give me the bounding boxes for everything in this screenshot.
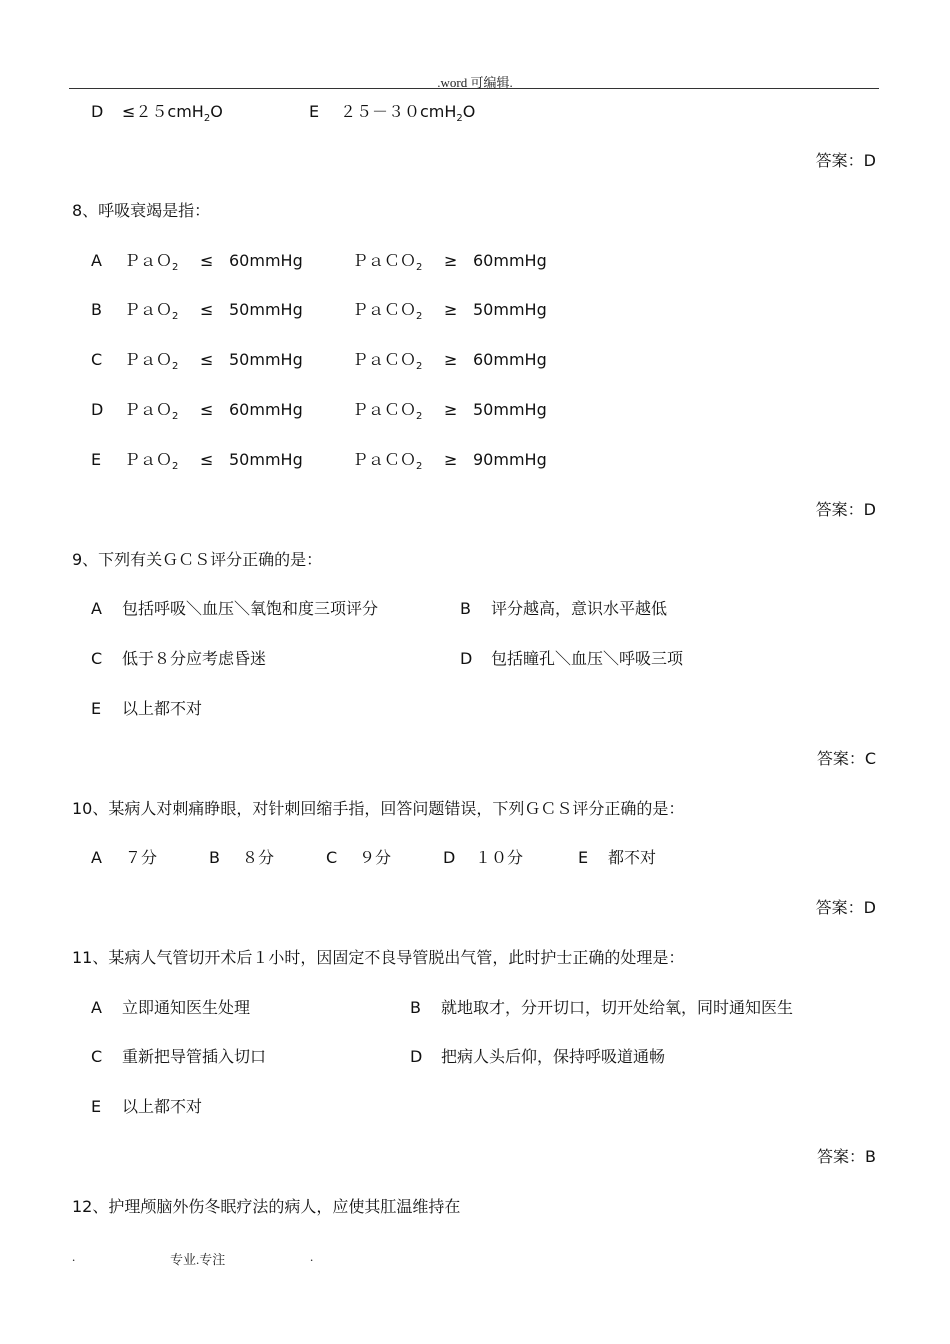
pao2-label: ＰａＯ$_2$	[124, 350, 179, 372]
options-row	[0, 1095, 950, 1119]
option-text: 评分越高，意识水平越低	[491, 599, 668, 618]
options-row	[0, 1045, 950, 1069]
footer-text: 专业.专注	[170, 1252, 226, 1267]
option-letter: E	[578, 848, 589, 867]
paco2-value: 60mmHg	[473, 251, 547, 270]
paco2-value: 50mmHg	[473, 400, 547, 419]
le-sign: ≤	[200, 251, 214, 270]
option-letter: E	[91, 450, 102, 469]
option-letter: A	[91, 599, 102, 618]
pao2-value: 60mmHg	[229, 400, 303, 419]
paco2-label: ＰａＣＯ$_2$	[352, 450, 423, 472]
paco2-label: ＰａＣＯ$_2$	[352, 300, 423, 322]
paco2-value: 60mmHg	[473, 350, 547, 369]
option-letter: D	[460, 649, 473, 668]
option-letter: A	[91, 251, 102, 270]
option-letter: E	[91, 699, 102, 718]
question-stem: 12、护理颅脑外伤冬眠疗法的病人，应使其肛温维持在	[72, 1197, 461, 1216]
option-letter: D	[443, 848, 456, 867]
ge-sign: ≥	[444, 450, 458, 469]
question-stem: 9、下列有关ＧＣＳ评分正确的是：	[72, 550, 323, 569]
question-stem: 11、某病人气管切开术后１小时，因固定不良导管脱出气管，此时护士正确的处理是：	[72, 948, 685, 967]
option-text: 都不对	[608, 848, 657, 867]
le-sign: ≤	[200, 350, 214, 369]
pao2-value: 60mmHg	[229, 251, 303, 270]
option-text: ７分	[125, 848, 158, 867]
q7-options-row	[0, 100, 950, 124]
option-text: 就地取才，分开切口，切开处给氧，同时通知医生	[441, 998, 794, 1017]
options-row	[0, 996, 950, 1020]
option-letter: A	[91, 848, 102, 867]
option-text: １０分	[475, 848, 524, 867]
paco2-value: 90mmHg	[473, 450, 547, 469]
q8-option-row	[0, 398, 950, 422]
options-row	[0, 697, 950, 721]
option-text: ８分	[242, 848, 275, 867]
option-letter: D	[91, 400, 104, 419]
option-letter: D	[91, 102, 104, 121]
option-letter: E	[309, 102, 320, 121]
le-sign: ≤	[200, 300, 214, 319]
q8-option-row	[0, 448, 950, 472]
page-header: .word 可编辑.	[437, 75, 513, 90]
footer-dot-left: .	[72, 1249, 76, 1264]
option-letter: B	[209, 848, 220, 867]
pao2-value: 50mmHg	[229, 450, 303, 469]
ge-sign: ≥	[444, 300, 458, 319]
le-sign: ≤	[200, 400, 214, 419]
question-stem: 8、呼吸衰竭是指：	[72, 201, 211, 220]
options-row	[0, 846, 950, 870]
option-text: 包括呼吸＼血压＼氧饱和度三项评分	[122, 599, 379, 618]
pao2-label: ＰａＯ$_2$	[124, 450, 179, 472]
pao2-value: 50mmHg	[229, 350, 303, 369]
option-letter: D	[410, 1047, 423, 1066]
le-sign: ≤	[200, 450, 214, 469]
option-text: 包括瞳孔＼血压＼呼吸三项	[491, 649, 684, 668]
option-letter: C	[326, 848, 338, 867]
ge-sign: ≥	[444, 400, 458, 419]
pao2-label: ＰａＯ$_2$	[124, 400, 179, 422]
pao2-label: ＰａＯ$_2$	[124, 300, 179, 322]
option-letter: B	[91, 300, 102, 319]
option-letter: A	[91, 998, 102, 1017]
paco2-value: 50mmHg	[473, 300, 547, 319]
option-text: 以上都不对	[122, 699, 203, 718]
q8-option-row	[0, 249, 950, 273]
options-row	[0, 597, 950, 621]
option-letter: C	[91, 350, 103, 369]
q8-option-row	[0, 348, 950, 372]
answer: 答案：C	[816, 749, 876, 768]
pao2-label: ＰａＯ$_2$	[124, 251, 179, 273]
ge-sign: ≥	[444, 350, 458, 369]
option-letter: E	[91, 1097, 102, 1116]
option-letter: C	[91, 649, 103, 668]
option-text: ９分	[359, 848, 392, 867]
paco2-label: ＰａＣＯ$_2$	[352, 251, 423, 273]
answer: 答案：D	[815, 898, 876, 917]
q8-option-row	[0, 298, 950, 322]
option-letter: C	[91, 1047, 103, 1066]
footer-dot-right: .	[310, 1249, 314, 1264]
pao2-value: 50mmHg	[229, 300, 303, 319]
option-text: 以上都不对	[122, 1097, 203, 1116]
option-text: 把病人头后仰，保持呼吸道通畅	[441, 1047, 666, 1066]
option-text: 低于８分应考虑昏迷	[122, 649, 267, 668]
paco2-label: ＰａＣＯ$_2$	[352, 400, 423, 422]
option-text: ２５－３０cmH$_2$O	[340, 102, 476, 124]
option-text: 重新把导管插入切口	[122, 1047, 267, 1066]
option-letter: B	[460, 599, 471, 618]
paco2-label: ＰａＣＯ$_2$	[352, 350, 423, 372]
answer: 答案：B	[817, 1147, 876, 1166]
ge-sign: ≥	[444, 251, 458, 270]
option-text: ≤２５cmH$_2$O	[122, 102, 223, 124]
header-rule	[69, 88, 879, 89]
answer: 答案：D	[815, 151, 876, 170]
answer: 答案：D	[815, 500, 876, 519]
option-letter: B	[410, 998, 421, 1017]
options-row	[0, 647, 950, 671]
option-text: 立即通知医生处理	[122, 998, 251, 1017]
question-stem: 10、某病人对刺痛睁眼，对针刺回缩手指，回答问题错误，下列ＧＣＳ评分正确的是：	[72, 799, 685, 818]
